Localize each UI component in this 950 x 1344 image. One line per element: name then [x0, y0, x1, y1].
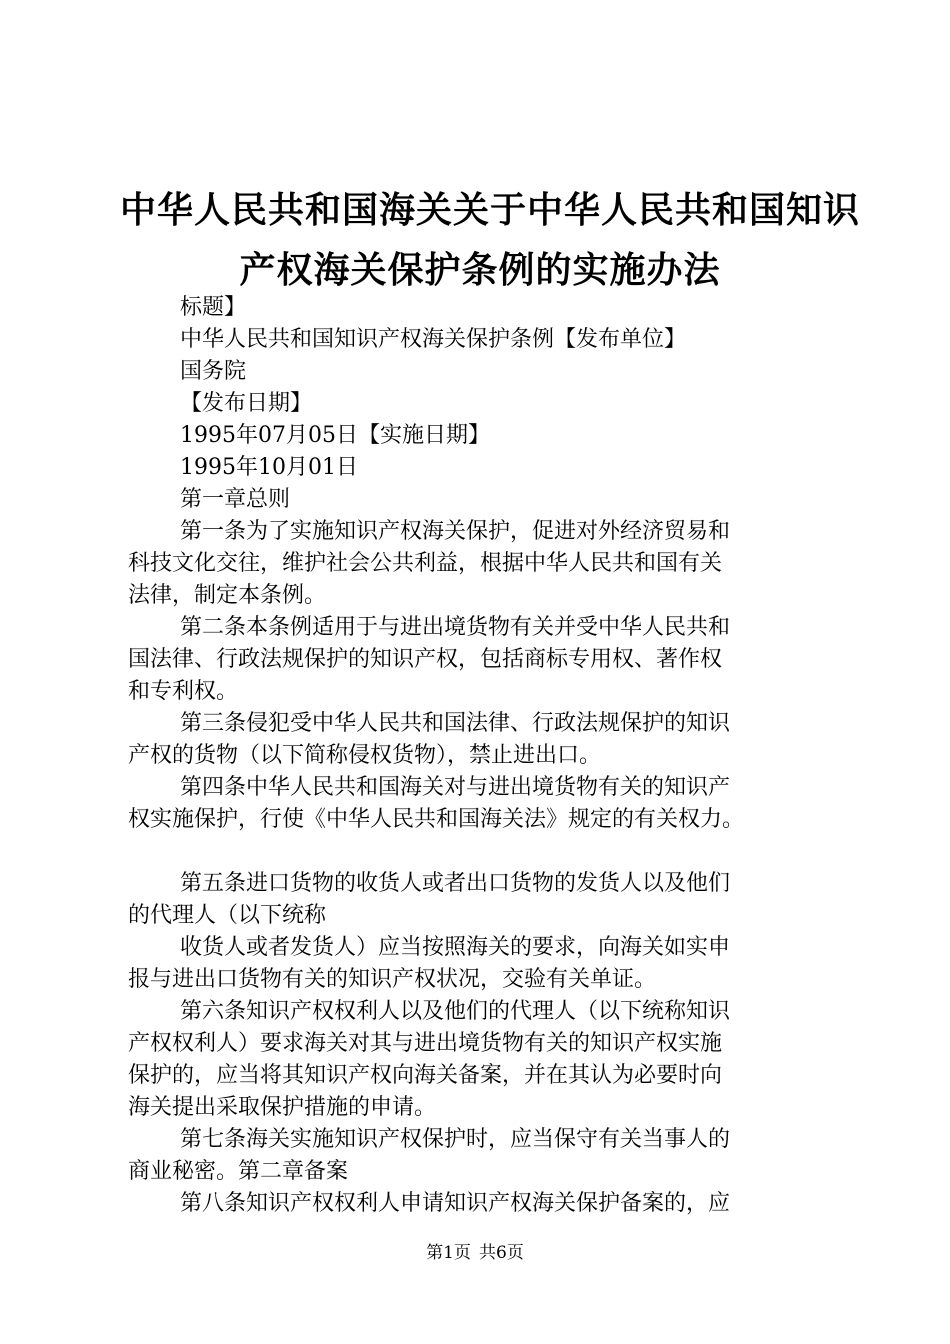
page-total: 共6页	[479, 1243, 524, 1263]
document-title-line-2: 产权海关保护条例的实施办法	[239, 249, 721, 291]
body-line: 和专利权。	[128, 679, 239, 704]
body-line: 产权权利人）要求海关对其与进出境货物有关的知识产权实施	[128, 1031, 723, 1056]
body-line: 第三条侵犯受中华人民共和国法律、行政法规保护的知识	[180, 711, 731, 736]
body-line: 中华人民共和国知识产权海关保护条例【发布单位】	[180, 327, 687, 352]
body-line: 第七条海关实施知识产权保护时，应当保守有关当事人的	[180, 1127, 731, 1152]
body-line: 第五条进口货物的收货人或者出口货物的发货人以及他们	[180, 871, 731, 896]
body-line: 【发布日期】	[180, 391, 313, 416]
body-line: 海关提出采取保护措施的申请。	[128, 1095, 437, 1120]
page-footer	[0, 1243, 950, 1263]
body-line: 保护的，应当将其知识产权向海关备案，并在其认为必要时向	[128, 1063, 723, 1088]
body-line: 权实施保护，行使《中华人民共和国海关法》规定的有关权力。	[128, 807, 745, 832]
document-title-line-1: 中华人民共和国海关关于中华人民共和国知识	[120, 189, 861, 231]
body-line: 第一条为了实施知识产权海关保护，促进对外经济贸易和	[180, 519, 731, 544]
body-line: 科技文化交往，维护社会公共利益，根据中华人民共和国有关	[128, 551, 723, 576]
document-body	[128, 292, 848, 1220]
body-line: 国务院	[180, 359, 247, 384]
body-line: 商业秘密。第二章备案	[128, 1159, 349, 1184]
body-line: 第六条知识产权权利人以及他们的代理人（以下统称知识	[180, 999, 731, 1024]
body-line: 第四条中华人民共和国海关对与进出境货物有关的知识产	[180, 775, 731, 800]
page-number: 第1页	[426, 1243, 471, 1263]
body-line: 收货人或者发货人）应当按照海关的要求，向海关如实申	[180, 935, 731, 960]
body-line: 国法律、行政法规保护的知识产权，包括商标专用权、著作权	[128, 647, 723, 672]
body-line: 1995年07月05日【实施日期】	[180, 423, 490, 448]
body-line: 1995年10月01日	[180, 455, 358, 480]
chapter-heading: 第一章总则	[180, 487, 291, 512]
body-line: 第二条本条例适用于与进出境货物有关并受中华人民共和	[180, 615, 731, 640]
blank-line	[128, 836, 848, 868]
body-line: 的代理人（以下统称	[128, 903, 327, 928]
body-line: 报与进出口货物有关的知识产权状况，交验有关单证。	[128, 967, 657, 992]
body-line: 第八条知识产权权利人申请知识产权海关保护备案的，应	[180, 1191, 731, 1216]
body-line: 标题】	[180, 295, 247, 320]
body-line: 法律，制定本条例。	[128, 583, 327, 608]
body-line: 产权的货物（以下简称侵权货物），禁止进出口。	[128, 743, 602, 768]
